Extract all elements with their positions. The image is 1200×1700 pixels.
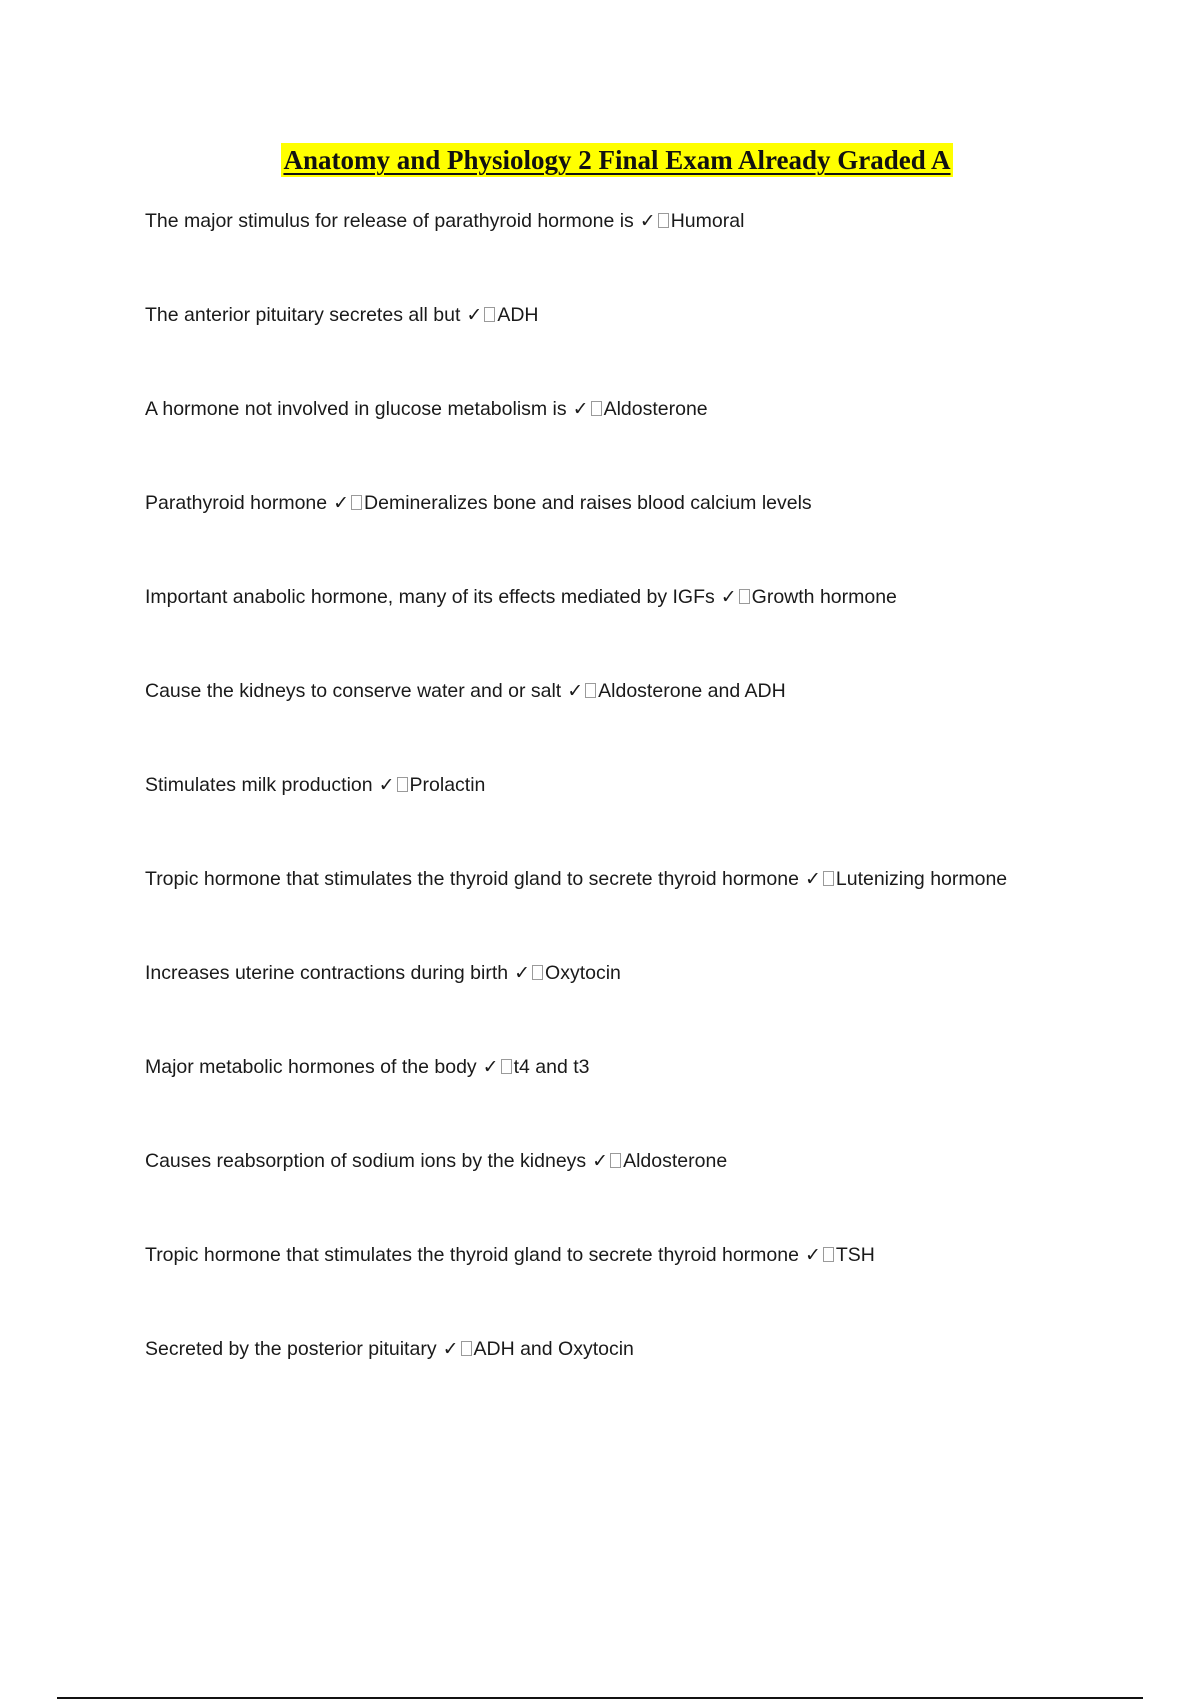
answer-text: TSH (835, 1244, 875, 1266)
qa-item-5 (145, 584, 1145, 678)
question-text: Major metabolic hormones of the body (145, 1056, 477, 1078)
qa-item-12 (145, 1242, 1145, 1336)
question-text: Causes reabsorption of sodium ions by the kidneys (145, 1150, 587, 1172)
check-mark-icon: ✓ (592, 1150, 609, 1172)
empty-box-icon (610, 1153, 621, 1168)
qa-item-6 (145, 678, 1145, 772)
question-text: Important anabolic hormone, many of its effects mediated by IGFs (145, 586, 715, 608)
check-mark-icon: ✓ (804, 868, 821, 890)
answer-text: ADH (497, 304, 539, 326)
question-text: The major stimulus for release of parathyroid hormone is (145, 210, 634, 232)
answer-text: Aldosterone (603, 398, 708, 420)
title-container (0, 143, 1200, 177)
empty-box-icon (658, 213, 669, 228)
question-text: The anterior pituitary secretes all but (145, 304, 461, 326)
empty-box-icon (351, 495, 362, 510)
empty-box-icon (532, 965, 543, 980)
answer-text: Lutenizing hormone (835, 868, 1008, 890)
question-text: Secreted by the posterior pituitary (145, 1338, 437, 1360)
qa-list (145, 208, 1145, 1430)
check-mark-icon: ✓ (572, 398, 589, 420)
empty-box-icon (739, 589, 750, 604)
empty-box-icon (823, 871, 834, 886)
answer-text: Oxytocin (545, 962, 621, 984)
check-mark-icon: ✓ (466, 304, 483, 326)
qa-item-13 (145, 1336, 1145, 1430)
question-text: Cause the kidneys to conserve water and or salt (145, 680, 562, 702)
check-mark-icon: ✓ (567, 680, 584, 702)
check-mark-icon: ✓ (442, 1338, 459, 1360)
answer-text: Aldosterone (623, 1150, 728, 1172)
check-mark-icon: ✓ (378, 774, 395, 796)
qa-item-4 (145, 490, 1145, 584)
empty-box-icon (461, 1341, 472, 1356)
question-text: Tropic hormone that stimulates the thyroid gland to secrete thyroid hormone (145, 1244, 799, 1266)
check-mark-icon: ✓ (804, 1244, 821, 1266)
question-text: Parathyroid hormone (145, 492, 328, 514)
question-text: Tropic hormone that stimulates the thyroid gland to secrete thyroid hormone (145, 868, 799, 890)
question-text: Increases uterine contractions during birth (145, 962, 509, 984)
answer-text: Demineralizes bone and raises blood calcium levels (364, 492, 812, 514)
answer-text: Humoral (670, 210, 745, 232)
check-mark-icon: ✓ (333, 492, 350, 514)
empty-box-icon (397, 777, 408, 792)
qa-item-7 (145, 772, 1145, 866)
qa-item-3 (145, 396, 1145, 490)
empty-box-icon (484, 307, 495, 322)
qa-item-2 (145, 302, 1145, 396)
qa-item-1 (145, 208, 1145, 302)
answer-text: Growth hormone (751, 586, 897, 608)
answer-text: Aldosterone and ADH (598, 680, 786, 702)
check-mark-icon: ✓ (720, 586, 737, 608)
qa-item-11 (145, 1148, 1145, 1242)
answer-text: Prolactin (409, 774, 486, 796)
question-text: Stimulates milk production (145, 774, 373, 796)
check-mark-icon: ✓ (482, 1056, 499, 1078)
check-mark-icon: ✓ (639, 210, 656, 232)
empty-box-icon (591, 401, 602, 416)
answer-text: ADH and Oxytocin (473, 1338, 634, 1360)
empty-box-icon (501, 1059, 512, 1074)
qa-item-8 (145, 866, 1145, 960)
qa-item-9 (145, 960, 1145, 1054)
check-mark-icon: ✓ (514, 962, 531, 984)
answer-text: t4 and t3 (513, 1056, 590, 1078)
footer-divider (57, 1697, 1143, 1699)
empty-box-icon (585, 683, 596, 698)
qa-item-10 (145, 1054, 1145, 1148)
page-title: Anatomy and Physiology 2 Final Exam Already Graded A (283, 145, 951, 175)
empty-box-icon (823, 1247, 834, 1262)
question-text: A hormone not involved in glucose metabolism is (145, 398, 567, 420)
